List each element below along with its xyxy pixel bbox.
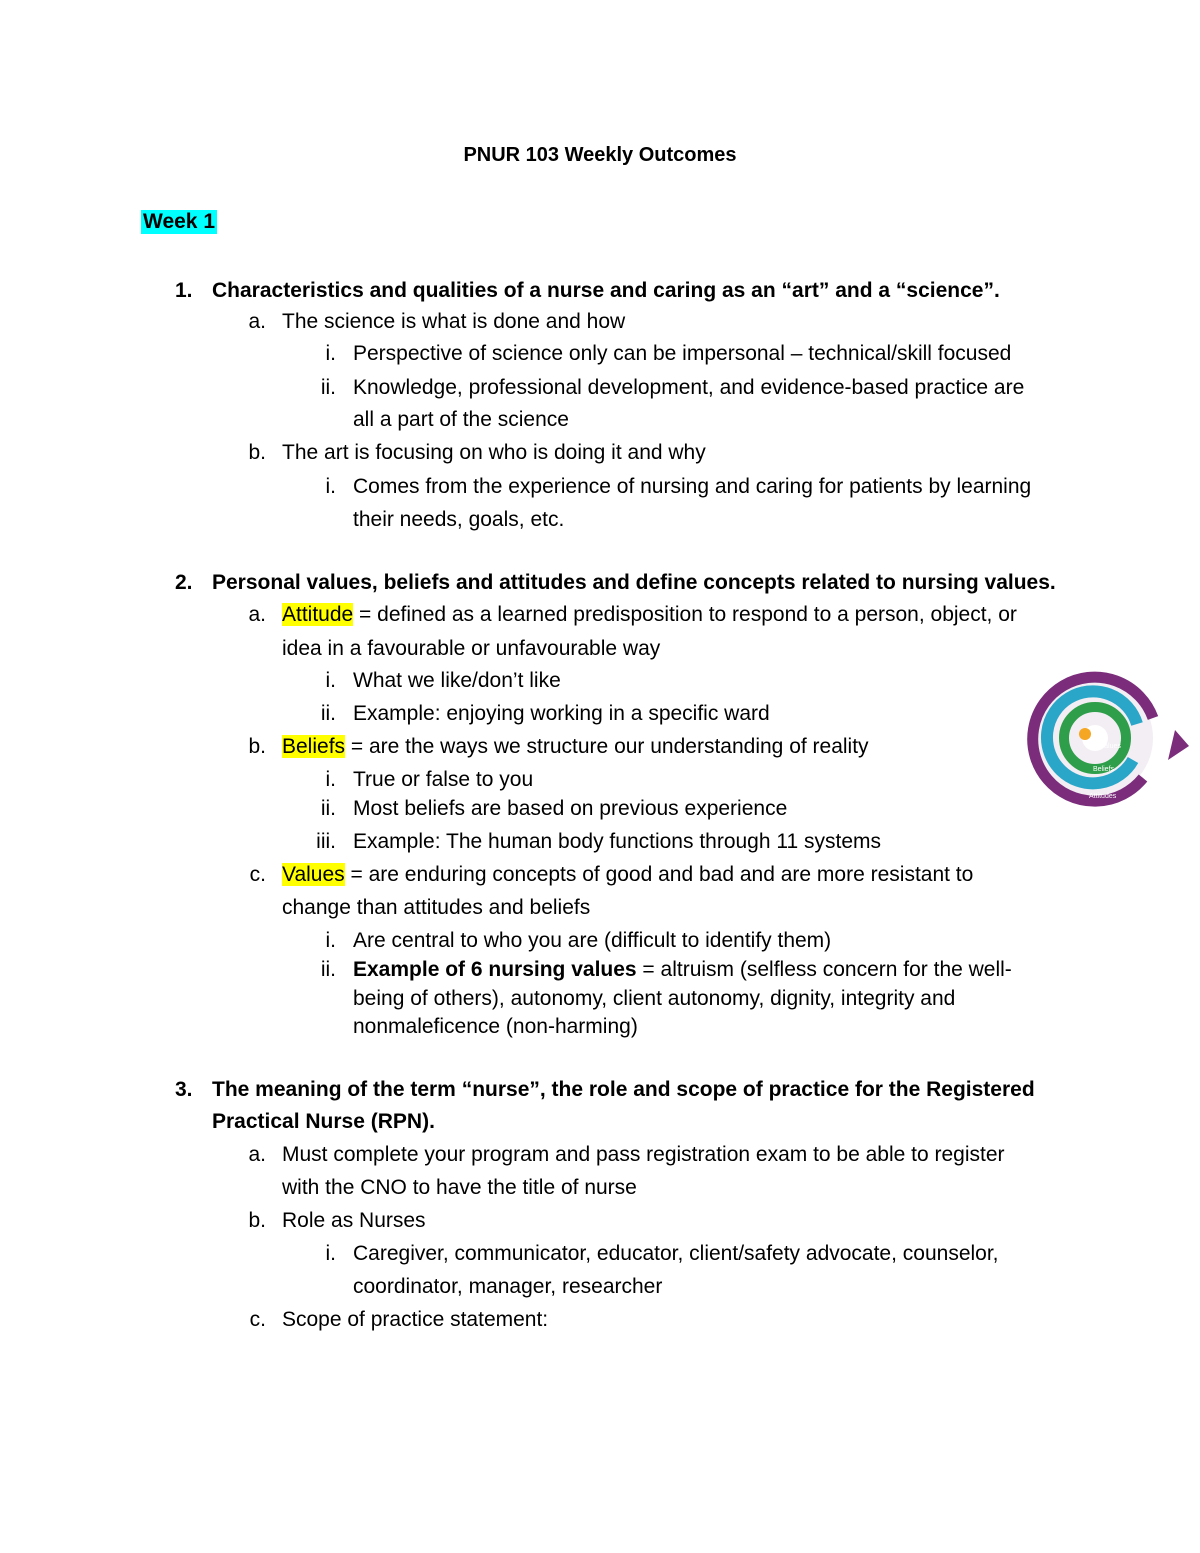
item-3c-marker: c. — [249, 1308, 266, 1331]
nursing-values-label: Example of 6 nursing values — [353, 958, 637, 981]
item-1a-i-text: Perspective of science only can be impersonal – technical/skill focused — [353, 342, 1012, 365]
attitude-definition: = defined as a learned predisposition to respond to a person, object, or — [353, 603, 1017, 626]
item-2-heading: Personal values, beliefs and attitudes and define concepts related to nursing values. — [212, 571, 1056, 594]
item-1a-ii-text: Knowledge, professional development, and evidence-based practice are — [353, 376, 1025, 399]
values-term: Values — [282, 863, 345, 886]
item-2c-ii-text-cont2: nonmaleficence (non-harming) — [353, 1015, 638, 1038]
week-heading: Week 1 — [143, 210, 215, 233]
item-3b-i-marker: i. — [325, 1242, 336, 1265]
item-2a-marker: a. — [248, 603, 266, 626]
item-1b-marker: b. — [248, 441, 266, 464]
values-beliefs-attitudes-diagram — [1025, 668, 1190, 808]
item-2c-text — [282, 861, 973, 889]
item-1-number: 1. — [175, 279, 193, 302]
item-3-number: 3. — [175, 1078, 193, 1101]
item-2b-ii-marker: ii. — [320, 797, 336, 820]
item-2c-marker: c. — [249, 863, 266, 886]
diagram-label-inner: Values — [1100, 743, 1121, 750]
item-2a-text — [282, 601, 1017, 629]
item-1b-i-text-cont: their needs, goals, etc. — [353, 508, 565, 531]
values-definition: = are enduring concepts of good and bad and are more resistant to — [344, 863, 974, 886]
item-2a-i-marker: i. — [325, 669, 336, 692]
item-2c-ii-marker: ii. — [320, 958, 336, 981]
item-2-number: 2. — [175, 571, 193, 594]
item-3b-text: Role as Nurses — [282, 1209, 426, 1232]
item-2a-i-text: What we like/don’t like — [353, 669, 561, 692]
item-1a-ii-text-cont: all a part of the science — [353, 408, 569, 431]
diagram-arrowhead — [1168, 730, 1189, 760]
item-3b-i-text: Caregiver, communicator, educator, client/safety advocate, counselor, — [353, 1242, 999, 1265]
item-2a-text-cont: idea in a favourable or unfavourable way — [282, 637, 661, 660]
item-2c-i-text: Are central to who you are (difficult to identify them) — [353, 929, 832, 952]
item-2c-text-cont: change than attitudes and beliefs — [282, 896, 591, 919]
item-3b-i-text-cont: coordinator, manager, researcher — [353, 1275, 663, 1298]
diagram-label-middle: Beliefs — [1093, 766, 1115, 773]
item-2c-ii-text — [353, 956, 1012, 984]
item-3c-text: Scope of practice statement: — [282, 1308, 549, 1331]
document-title: PNUR 103 Weekly Outcomes — [463, 144, 737, 166]
item-3a-text-cont: with the CNO to have the title of nurse — [282, 1176, 637, 1199]
nursing-values-list: = altruism (selfless concern for the well- — [636, 958, 1012, 981]
item-1-heading: Characteristics and qualities of a nurse and caring as an “art” and a “science”. — [212, 279, 1000, 302]
item-3-heading: The meaning of the term “nurse”, the role and scope of practice for the Registered — [212, 1078, 1035, 1101]
item-3a-text: Must complete your program and pass registration exam to be able to register — [282, 1143, 1005, 1166]
item-3-heading-cont: Practical Nurse (RPN). — [212, 1110, 435, 1133]
item-2b-i-text: True or false to you — [353, 768, 534, 791]
item-2a-ii-text: Example: enjoying working in a specific ward — [353, 702, 770, 725]
item-1a-ii-marker: ii. — [320, 376, 336, 399]
beliefs-term: Beliefs — [282, 735, 346, 758]
item-1a-i-marker: i. — [325, 342, 336, 365]
item-2c-ii-text-cont1: being of others), autonomy, client autonomy, dignity, integrity and — [353, 987, 956, 1010]
item-1b-i-text: Comes from the experience of nursing and caring for patients by learning — [353, 475, 1032, 498]
item-2b-text — [282, 733, 869, 761]
item-2b-i-marker: i. — [325, 768, 336, 791]
diagram-center-dot — [1079, 728, 1091, 740]
diagram-label-outer: Attitudes — [1089, 793, 1117, 800]
item-1b-i-marker: i. — [325, 475, 336, 498]
attitude-term: Attitude — [282, 603, 354, 626]
item-1b-text: The art is focusing on who is doing it and why — [282, 441, 706, 464]
item-1a-text: The science is what is done and how — [282, 310, 626, 333]
item-2b-iii-text: Example: The human body functions through 11 systems — [353, 830, 882, 853]
beliefs-definition: = are the ways we structure our understanding of reality — [345, 735, 869, 758]
item-2c-i-marker: i. — [325, 929, 336, 952]
item-3b-marker: b. — [248, 1209, 266, 1232]
item-2b-ii-text: Most beliefs are based on previous experience — [353, 797, 788, 820]
item-2b-marker: b. — [248, 735, 266, 758]
item-2a-ii-marker: ii. — [320, 702, 336, 725]
item-1a-marker: a. — [248, 310, 266, 333]
item-3a-marker: a. — [248, 1143, 266, 1166]
item-2b-iii-marker: iii. — [316, 830, 336, 853]
